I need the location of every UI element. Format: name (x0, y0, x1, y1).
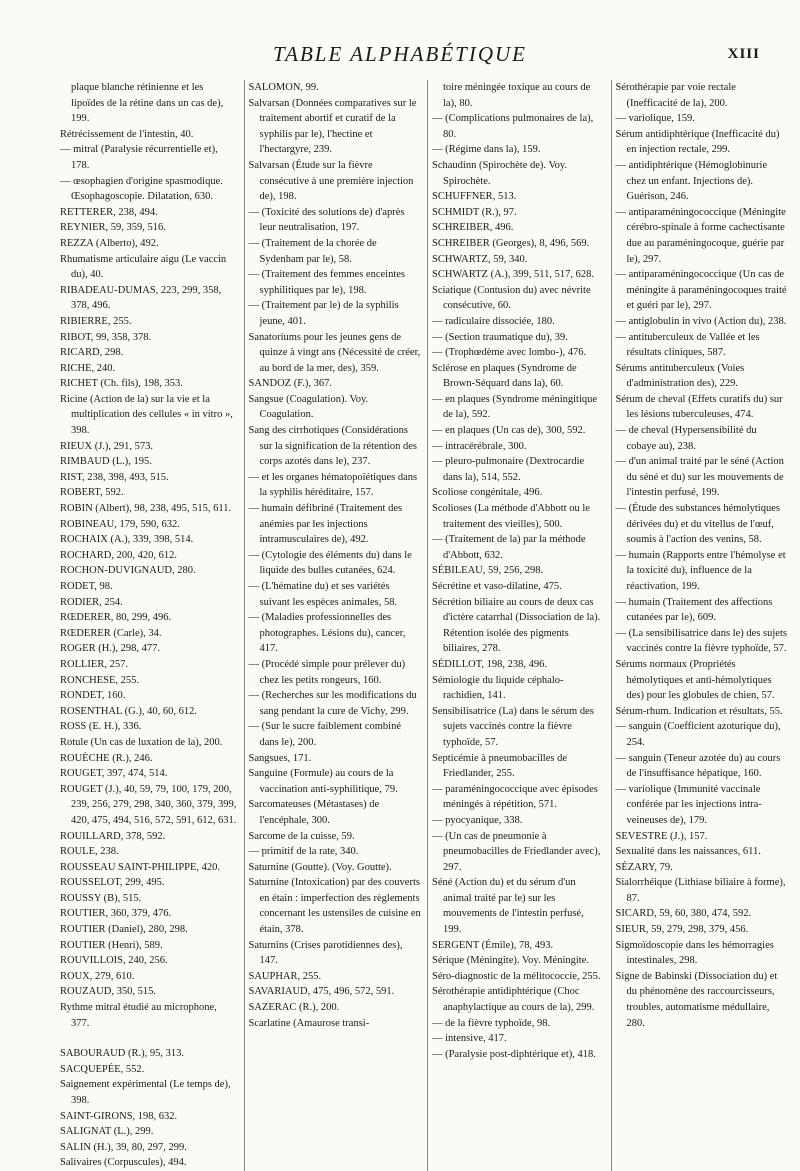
index-entry: Sérums normaux (Propriétés hémolytiques et anti-hémolytiques des) pour les globules de chien, 57. (615, 658, 775, 702)
index-entry: SÉZARY, 79. (615, 861, 673, 873)
index-entry: — (Traitement de la) par la méthode d'Abbott, 632. (432, 534, 586, 561)
index-entry: Sarcomateuses (Métastases) de l'encéphale, 300. (248, 799, 380, 826)
index-entry: Sémiologie du liquide céphalo-rachidien, 141. (432, 674, 564, 702)
index-entry: — (Maladies professionnelles des photographes. Lésions du), cancer, 417. (248, 612, 406, 655)
index-columns (60, 80, 788, 1169)
index-entry: — antiparaméningococcique (Méningite cérébro-spinale à forme cachectisante due au paraméningocoque, guérie par le), 297. (615, 206, 786, 265)
index-entry: Scoliose congénitale, 496. (432, 487, 543, 499)
index-entry: REYNIER, 59, 359, 516. (60, 222, 166, 234)
index-entry: Sérothérapie par voie rectale (Inefficacité de la), 200. (615, 82, 736, 109)
index-entry: Sangsue (Coagulation). Voy. Coagulation. (248, 393, 369, 421)
index-entry: ROUSSELOT, 299, 495. (60, 877, 165, 889)
index-entry: SANDOZ (F.), 367. (248, 378, 332, 390)
index-entry: SÉBILEAU, 59, 256, 298. (432, 565, 544, 577)
index-entry: — paraméningococcique avec épisodes méningés à répétition, 571. (432, 783, 598, 811)
index-entry: — (Régime dans la), 159. (432, 144, 541, 156)
index-entry: Ricine (Action de la) sur la vie et la multiplication des cellules « in vitro », 398. (60, 393, 233, 437)
index-entry: — (Section traumatique du), 39. (432, 331, 568, 343)
index-entry: RIBOT, 99, 358, 378. (60, 331, 152, 343)
index-entry: — (Traitement par le) de la syphilis jeune, 401. (248, 300, 399, 327)
index-entry: ROUZAUD, 350, 515. (60, 986, 156, 998)
index-entry: Rétrécissement de l'intestin, 40. (60, 128, 194, 140)
index-entry: SABOURAUD (R.), 95, 313. (60, 1048, 184, 1060)
index-entry: ROBIN (Albert), 98, 238, 495, 515, 611. (60, 503, 232, 515)
index-entry: SIEUR, 59, 279, 298, 379, 456. (615, 924, 749, 936)
index-entry: RIST, 238, 398, 493, 515. (60, 471, 169, 483)
index-column-1 (60, 80, 238, 1171)
index-entry: ROULE, 238. (60, 846, 119, 858)
index-entry: — pyocyanique, 338. (432, 814, 523, 826)
index-entry: ROUSSEAU SAINT-PHILIPPE, 420. (60, 861, 221, 873)
index-entry: RIBIERRE, 255. (60, 315, 132, 327)
index-entry: RICHE, 240. (60, 362, 116, 374)
index-entry: Rotule (Un cas de luxation de la), 200. (60, 736, 223, 748)
index-column-3 (427, 80, 605, 1171)
index-entry: SALIN (H.), 39, 80, 297, 299. (60, 1141, 187, 1153)
index-entry: SAUPHAR, 255. (248, 970, 322, 982)
index-entry: ROUGET, 397, 474, 514. (60, 768, 168, 780)
index-entry: ROSS (E. H.), 336. (60, 721, 142, 733)
index-entry: — intensive, 417. (432, 1033, 507, 1045)
index-entry: ROUTIER (Henri), 589. (60, 939, 163, 951)
page-title: TABLE ALPHABÉTIQUE (273, 42, 527, 66)
index-entry: — (Paralysie post-diphtérique et), 418. (432, 1048, 596, 1060)
index-entry: — variolique, 159. (615, 113, 695, 125)
index-entry: RETTERER, 238, 494. (60, 206, 158, 218)
index-entry: SAVARIAUD, 475, 496, 572, 591. (248, 986, 395, 998)
index-entry: Sérum antidiphtérique (Inefficacité du) en injection rectale, 299. (615, 128, 780, 156)
index-entry: — primitif de la rate, 340. (248, 846, 359, 858)
index-entry: RONDET, 160. (60, 690, 126, 702)
index-entry: SACQUEPÉE, 552. (60, 1063, 145, 1075)
index-entry: — de cheval (Hypersensibilité du cobaye au), 238. (615, 425, 757, 452)
index-entry: — humain défibriné (Traitement des anémies par les injections intramusculaires de), 492. (248, 503, 403, 546)
index-entry: Saturnins (Crises parotidiennes des), 147. (248, 939, 403, 967)
index-entry: RIMBAUD (L.), 195. (60, 456, 152, 468)
index-entry: — (Un cas de pneumonie à pneumobacilles de Friedlander avec), 297. (432, 830, 601, 873)
index-entry: SERGENT (Émile), 78, 493. (432, 939, 554, 951)
index-entry: SÉDILLOT, 198, 238, 496. (432, 658, 548, 670)
index-entry: — pleuro-pulmonaire (Dextrocardie dans la), 514, 552. (432, 456, 585, 483)
index-entry: Rhumatisme articulaire aigu (Le vaccin du), 40. (60, 253, 227, 281)
index-entry: Salvarsan (Étude sur la fièvre consécutive à une première injection de), 198. (248, 159, 414, 203)
index-entry: ROBERT, 592. (60, 487, 124, 499)
index-entry: — (L'hématine du) et ses variétés suivant les espèces animales, 58. (248, 581, 398, 608)
index-entry: — variolique (Immunité vaccinale conférée par les injections intra-veineuses de), 179. (615, 783, 762, 826)
index-entry: Scolioses (La méthode d'Abbott ou le traitement des vieilles), 500. (432, 503, 590, 530)
index-entry: — (Traitement de la chorée de Sydenham par le), 58. (248, 237, 377, 265)
index-entry: Sangsues, 171. (248, 752, 312, 764)
index-entry: — (La sensibilisatrice dans le) des sujets vaccinés contre la fièvre typhoïde, 57. (615, 627, 787, 655)
index-entry: Sciatique (Contusion du) avec névrite consécutive, 60. (432, 284, 591, 312)
index-entry: Séro-diagnostic de la mélitococcie, 255. (432, 970, 601, 982)
index-entry: Sexualité dans les naissances, 611. (615, 846, 761, 858)
index-entry: RICHET (Ch. fils), 198, 353. (60, 378, 183, 390)
index-entry: — intracérébrale, 300. (432, 440, 527, 452)
index-entry: Saturnine (Goutte). (Voy. Goutte). (248, 861, 392, 873)
index-entry: SEVESTRE (J.), 157. (615, 830, 708, 842)
index-entry: — (Cytologie des éléments du) dans le liquide des bulles cutanées, 624. (248, 549, 412, 577)
index-entry: — (Traitement des femmes enceintes syphilitiques par le), 198. (248, 269, 405, 296)
index-entry: Sérum de cheval (Effets curatifs du) sur les lésions tuberculeuses, 474. (615, 393, 783, 421)
index-entry: — (Étude des substances hémolytiques dérivées du) et du vitellus de l'œuf, soumis à l'action des venins, 58. (615, 503, 780, 546)
index-entry: Sang des cirrhotiques (Considérations sur la signification de la rétention des corps azotés dans le), 237. (248, 425, 417, 468)
index-entry: — de la fièvre typhoïde, 98. (432, 1017, 551, 1029)
index-entry: — et les organes hématopoïétiques dans la syphilis héréditaire, 157. (248, 471, 418, 499)
index-entry: RONCHESE, 255. (60, 674, 140, 686)
index-entry: RIEUX (J.), 291, 573. (60, 440, 154, 452)
index-entry: Septicémie à pneumobacilles de Friedlander, 255. (432, 752, 567, 780)
index-entry: SALOMON, 99. (248, 82, 319, 93)
index-entry: SAINT-GIRONS, 198, 632. (60, 1110, 178, 1122)
index-entry: Schaudinn (Spirochète de). Voy. Spirochète. (432, 159, 568, 187)
index-entry: SAZERAC (R.), 200. (248, 1002, 340, 1014)
index-entry: ROCHAIX (A.), 339, 398, 514. (60, 534, 194, 546)
index-entry: Sérums antituberculeux (Voies d'administration des), 229. (615, 362, 745, 390)
index-entry: Sérothérapie antidiphtérique (Choc anaphylactique au cours de la), 299. (432, 986, 595, 1014)
index-entry: — antiparaméningococcique (Un cas de méningite à paraméningocoques traité et guéri par le), 297. (615, 269, 787, 312)
index-entry: Rythme mitral étudié au microphone, 377. (60, 1002, 217, 1029)
index-entry: Sclérose en plaques (Syndrome de Brown-Séquard dans la), 60. (432, 362, 577, 390)
index-entry: ROUX, 279, 610. (60, 970, 135, 982)
index-entry: — radiculaire dissociée, 180. (432, 315, 555, 327)
index-entry: RODIER, 254. (60, 596, 123, 608)
index-entry: Sarcome de la cuisse, 59. (248, 830, 355, 842)
index-entry: — mitral (Paralysie récurrentielle et), 178. (60, 144, 218, 171)
index-column-2 (244, 80, 422, 1171)
index-entry: — sanguin (Coefficient azoturique du), 254. (615, 721, 781, 748)
index-entry: Sanatoriums pour les jeunes gens de quinze à vingt ans (Nécessité de créer, au bord de la mer, des), 359. (248, 331, 421, 374)
index-entry: Séné (Action du) et du sérum d'un animal traité par le) sur les mouvements de l'intestin perfusé, 199. (432, 877, 584, 936)
index-entry: — (Recherches sur les modifications du sang pendant la cure de Vichy, 299. (248, 690, 417, 717)
index-column-4 (611, 80, 789, 1171)
page-number: XIII (727, 46, 760, 62)
index-entry: Sécrétion biliaire au cours de deux cas d'ictère catarrhal (Dissociation de la). Rétention isolée des pigments biliaires, 278. (432, 596, 601, 655)
index-entry: — (Toxicité des solutions de) d'après leur neutralisation, 197. (248, 206, 405, 234)
index-entry: SCHUFFNER, 513. (432, 191, 517, 203)
index-entry: RODET, 98. (60, 581, 113, 592)
index-entry: — antidiphtérique (Hémoglobinurie chez un enfant. Injections de). Guérison, 246. (615, 159, 768, 203)
index-entry: ROUILLARD, 378, 592. (60, 830, 166, 842)
index-entry: RICARD, 298. (60, 347, 124, 359)
index-entry: Saignement expérimental (Le temps de), 398. (60, 1079, 231, 1106)
index-entry: Sigmoïdoscopie dans les hémorragies intestinales, 298. (615, 939, 774, 967)
index-entry: REZZA (Alberto), 492. (60, 237, 159, 249)
index-entry: — antituberculeux de Vallée et les résultats cliniques, 587. (615, 331, 760, 359)
index-entry: RIBADEAU-DUMAS, 223, 299, 358, 378, 496. (60, 284, 222, 312)
index-entry: — (Procédé simple pour prélever du) chez les petits rongeurs, 160. (248, 658, 406, 686)
index-entry: RŒDERER (Carle), 34. (60, 627, 162, 639)
index-entry: Scarlatine (Amaurose transi- (248, 1017, 370, 1029)
index-entry: RŒDERER, 80, 299, 496. (60, 612, 172, 624)
index-entry: — (Sur le sucre faiblement combiné dans le), 200. (248, 721, 401, 748)
index-entry: SCHWARTZ, 59, 340. (432, 253, 528, 265)
index-entry: — sanguin (Teneur azotée du) au cours de l'insuffisance hépatique, 160. (615, 752, 781, 780)
index-entry: ROLLIER, 257. (60, 658, 128, 670)
index-entry: — humain (Traitement des affections cutanées par le), 609. (615, 596, 773, 624)
index-entry: ROGER (H.), 298, 477. (60, 643, 161, 655)
index-entry: ROUVILLOIS, 240, 256. (60, 955, 168, 967)
index-entry: Salvarsan (Données comparatives sur le traitement abortif et curatif de la syphilis par le), l'hectine et l'hectargyre, 239. (248, 97, 417, 156)
index-entry: SCHREIBER, 496. (432, 222, 514, 234)
page-header (0, 42, 800, 72)
index-entry: SCHREIBER (Georges), 8, 496, 569. (432, 237, 590, 249)
index-entry: SCHWARTZ (A.), 399, 511, 517, 628. (432, 269, 595, 281)
index-entry: SALIGNAT (L.), 299. (60, 1126, 154, 1138)
index-entry: toire méningée toxique au cours de la), 80. (443, 82, 591, 109)
index-entry: — d'un animal traité par le séné (Action du séné et du) sur les mouvements de l'intestin perfusé, 199. (615, 456, 784, 499)
index-entry: ROBINEAU, 179, 590, 632. (60, 518, 180, 530)
index-entry: SCHMIDT (R.), 97. (432, 206, 517, 218)
index-entry: ROCHON-DUVIGNAUD, 280. (60, 565, 196, 577)
index-entry: ROUÈCHE (R.), 246. (60, 752, 153, 764)
index-entry: — (Complications pulmonaires de la), 80. (432, 113, 594, 140)
index-entry: SICARD, 59, 60, 380, 474, 592. (615, 908, 752, 920)
index-entry: Sécrétine et vaso-dilatine, 475. (432, 581, 562, 592)
index-entry: — en plaques (Un cas de), 300, 592. (432, 425, 586, 437)
index-entry: ROCHARD, 200, 420, 612. (60, 549, 177, 561)
index-entry: ROUSSY (B), 515. (60, 892, 142, 904)
index-entry: Sialorrhéique (Lithiase biliaire à forme), 87. (615, 877, 786, 904)
index-entry: Sérique (Méningite). Voy. Méningite. (432, 955, 589, 967)
index-entry: Sensibilisatrice (La) dans le sérum des sujets vaccinés contre la fièvre typhoïde, 57. (432, 705, 594, 748)
index-entry: — en plaques (Syndrome méningitique de la), 592. (432, 393, 598, 421)
index-entry: Sérum-rhum. Indication et résultats, 55. (615, 705, 783, 717)
index-entry: Saturnine (Intoxication) par des couverts en étain : imperfection des règlements concernant les ustensiles de cuisine en étain, 378. (248, 877, 421, 936)
index-entry: Salivaires (Corpuscules), 494. (60, 1157, 187, 1169)
index-entry: — humain (Rapports entre l'hémolyse et la toxicité du), influence de la réactivation, 199. (615, 549, 786, 592)
index-entry: Signe de Babinski (Dissociation du) et du phénomène des raccourcisseurs, troubles, automatisme médullaire, 280. (615, 970, 778, 1029)
index-entry: — (Trophœdème avec lombo-), 476. (432, 347, 587, 359)
index-entry: ROUTIER (Daniel), 280, 298. (60, 924, 188, 936)
index-entry: plaque blanche rétinienne et les lipoïdes de la rétine dans un cas de), 199. (71, 82, 224, 125)
index-entry: ROSENTHAL (G.), 40, 60, 612. (60, 705, 197, 717)
index-entry: — antiglobulin in vivo (Action du), 238. (615, 315, 787, 327)
index-entry: — œsophagien d'origine spasmodique. Œsophagoscopie. Dilatation, 630. (60, 175, 223, 203)
index-entry: ROUTIER, 360, 379, 476. (60, 908, 172, 920)
index-entry: Sanguine (Formule) au cours de la vaccination anti-syphilitique, 79. (248, 768, 398, 795)
index-entry: ROUGET (J.), 40, 59, 79, 100, 179, 200, 239, 256, 279, 298, 340, 360, 379, 399, 420, 475, 494, 516, 572, 591, 612, 631. (60, 783, 237, 826)
